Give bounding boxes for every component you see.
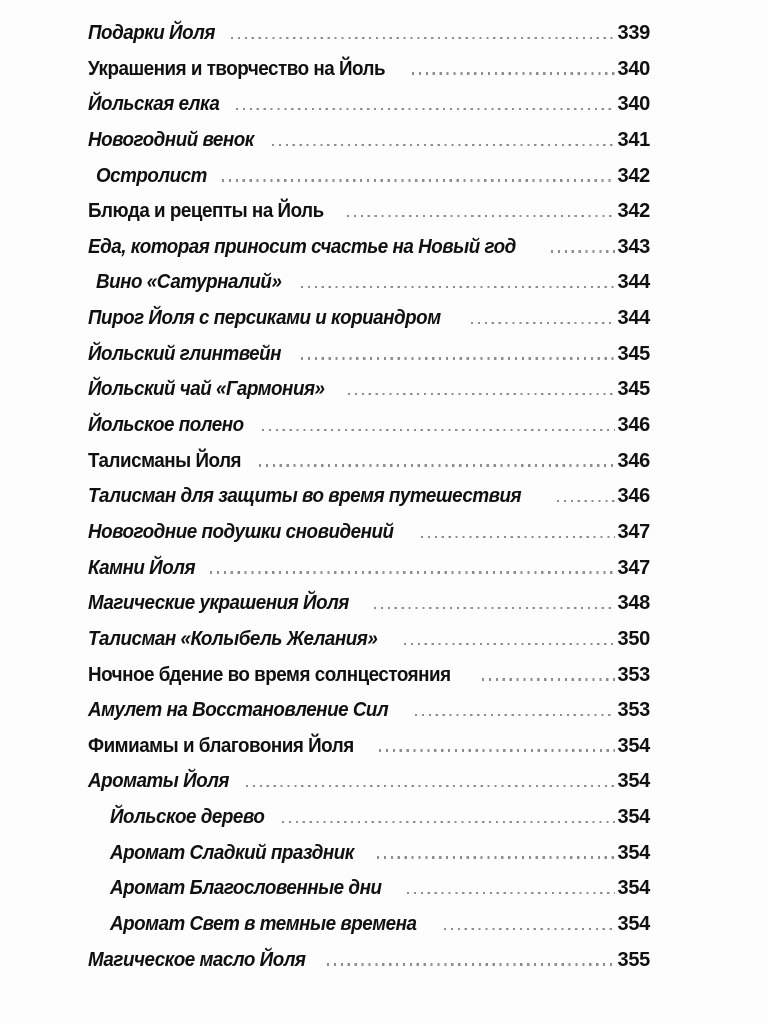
dotted-leader bbox=[262, 429, 615, 431]
toc-entry-page: 354 bbox=[617, 734, 650, 757]
dotted-leader bbox=[377, 856, 614, 858]
toc-entry-title: Подарки Йоля bbox=[88, 22, 215, 44]
dotted-leader bbox=[282, 821, 614, 823]
toc-entry-page: 343 bbox=[617, 235, 650, 258]
toc-entry-page: 345 bbox=[617, 342, 650, 365]
dotted-leader bbox=[471, 322, 614, 324]
toc-entry bbox=[88, 271, 650, 307]
toc-entry bbox=[88, 557, 650, 593]
toc-entry bbox=[88, 949, 650, 985]
toc-entry bbox=[88, 521, 650, 557]
dotted-leader bbox=[404, 643, 615, 645]
toc-entry-title: Вино «Сатурналий» bbox=[96, 271, 282, 294]
dotted-leader bbox=[482, 678, 615, 680]
toc-entry-title: Талисман для защиты во время путешествия bbox=[88, 485, 522, 508]
toc-entry-title: Амулет на Восстановление Сил bbox=[88, 699, 389, 722]
dotted-leader bbox=[246, 785, 614, 787]
dotted-leader bbox=[210, 571, 615, 573]
toc-entry-page: 342 bbox=[617, 200, 650, 223]
toc-entry-title: Йольская елка bbox=[88, 93, 220, 116]
toc-entry bbox=[88, 699, 650, 735]
toc-entry bbox=[88, 22, 650, 58]
dotted-leader bbox=[222, 179, 615, 181]
toc-entry-page: 354 bbox=[617, 841, 650, 864]
toc-entry bbox=[88, 628, 650, 664]
dotted-leader bbox=[412, 72, 614, 74]
toc-entry-title: Камни Йоля bbox=[88, 556, 196, 579]
toc-entry bbox=[88, 307, 650, 343]
toc-entry-page: 354 bbox=[617, 806, 650, 829]
toc-entry-page: 354 bbox=[617, 770, 650, 793]
toc-entry-page: 344 bbox=[617, 271, 650, 294]
toc-entry-page: 340 bbox=[617, 93, 650, 116]
toc-entry-title: Йольский глинтвейн bbox=[88, 342, 282, 365]
toc-entry-page: 350 bbox=[617, 627, 650, 650]
toc-entry-title: Аромат Сладкий праздник bbox=[110, 841, 354, 864]
toc-entry-title: Ночное бдение во время солнцестояния bbox=[88, 663, 451, 686]
dotted-leader bbox=[347, 215, 615, 217]
toc-entry bbox=[88, 877, 650, 913]
toc-entry-page: 353 bbox=[617, 699, 650, 722]
toc-entry-title: Украшения и творчество на Йоль bbox=[88, 57, 386, 80]
dotted-leader bbox=[348, 393, 615, 395]
toc-entry bbox=[88, 343, 650, 379]
dotted-leader bbox=[301, 357, 614, 359]
toc-entry bbox=[88, 200, 650, 236]
toc-entry-page: 339 bbox=[617, 22, 650, 44]
toc-entry-title: Аромат Благословенные дни bbox=[110, 877, 382, 900]
dotted-leader bbox=[327, 963, 614, 965]
toc-entry-title: Йольский чай «Гармония» bbox=[88, 378, 325, 401]
toc-entry bbox=[88, 450, 650, 486]
toc-entry bbox=[88, 236, 650, 272]
toc-entry-page: 355 bbox=[617, 948, 650, 971]
toc-entry-title: Фимиамы и благовония Йоля bbox=[88, 734, 354, 757]
dotted-leader bbox=[374, 607, 615, 609]
dotted-leader bbox=[551, 250, 614, 252]
toc-entry bbox=[88, 129, 650, 165]
toc-entry-page: 347 bbox=[617, 556, 650, 579]
toc-entry bbox=[88, 806, 650, 842]
toc-entry-page: 344 bbox=[617, 307, 650, 330]
toc-entry bbox=[88, 414, 650, 450]
toc-entry-page: 354 bbox=[617, 877, 650, 900]
toc-entry-page: 348 bbox=[617, 592, 650, 615]
toc-entry-page: 342 bbox=[617, 164, 650, 187]
toc-entry bbox=[88, 913, 650, 949]
toc-entry bbox=[88, 58, 650, 94]
toc-entry bbox=[88, 485, 650, 521]
toc-entry bbox=[88, 378, 650, 414]
dotted-leader bbox=[415, 714, 614, 716]
dotted-leader bbox=[407, 892, 615, 894]
dotted-leader bbox=[421, 536, 614, 538]
toc-list bbox=[88, 22, 650, 984]
dotted-leader bbox=[231, 37, 614, 39]
toc-entry bbox=[88, 735, 650, 771]
toc-entry-page: 353 bbox=[617, 663, 650, 686]
toc-entry bbox=[88, 93, 650, 129]
toc-entry-title: Остролист bbox=[96, 164, 207, 187]
toc-entry-page: 354 bbox=[617, 913, 650, 936]
dotted-leader bbox=[557, 500, 615, 502]
toc-entry-title: Магическое масло Йоля bbox=[88, 948, 306, 971]
toc-entry-title: Йольское дерево bbox=[110, 806, 265, 829]
dotted-leader bbox=[301, 286, 614, 288]
toc-entry-title: Талисман «Колыбель Желания» bbox=[88, 627, 378, 650]
toc-entry-page: 346 bbox=[617, 485, 650, 508]
dotted-leader bbox=[259, 464, 615, 466]
toc-entry-title: Ароматы Йоля bbox=[88, 770, 230, 793]
toc-entry-title: Аромат Свет в темные времена bbox=[110, 913, 417, 936]
toc-entry-page: 346 bbox=[617, 449, 650, 472]
toc-entry-page: 346 bbox=[617, 414, 650, 437]
toc-entry bbox=[88, 592, 650, 628]
toc-entry-title: Блюда и рецепты на Йоль bbox=[88, 200, 324, 223]
toc-entry-title: Магические украшения Йоля bbox=[88, 592, 349, 615]
dotted-leader bbox=[236, 108, 615, 110]
toc-entry-page: 341 bbox=[617, 128, 650, 151]
dotted-leader bbox=[444, 928, 614, 930]
toc-entry-page: 340 bbox=[617, 57, 650, 80]
toc-entry-title: Новогодний венок bbox=[88, 128, 254, 151]
toc-entry-page: 345 bbox=[617, 378, 650, 401]
dotted-leader bbox=[272, 144, 614, 146]
toc-entry bbox=[88, 842, 650, 878]
toc-entry-title: Йольское полено bbox=[88, 414, 244, 437]
toc-entry bbox=[88, 664, 650, 700]
toc-entry-title: Еда, которая приносит счастье на Новый год bbox=[88, 235, 516, 258]
toc-entry-page: 347 bbox=[617, 520, 650, 543]
toc-entry bbox=[88, 165, 650, 201]
toc-entry-title: Новогодние подушки сновидений bbox=[88, 520, 394, 543]
toc-entry-title: Пирог Йоля с персиками и кориандром bbox=[88, 307, 441, 330]
dotted-leader bbox=[379, 749, 615, 751]
toc-entry bbox=[88, 770, 650, 806]
toc-entry-title: Талисманы Йоля bbox=[88, 449, 242, 472]
